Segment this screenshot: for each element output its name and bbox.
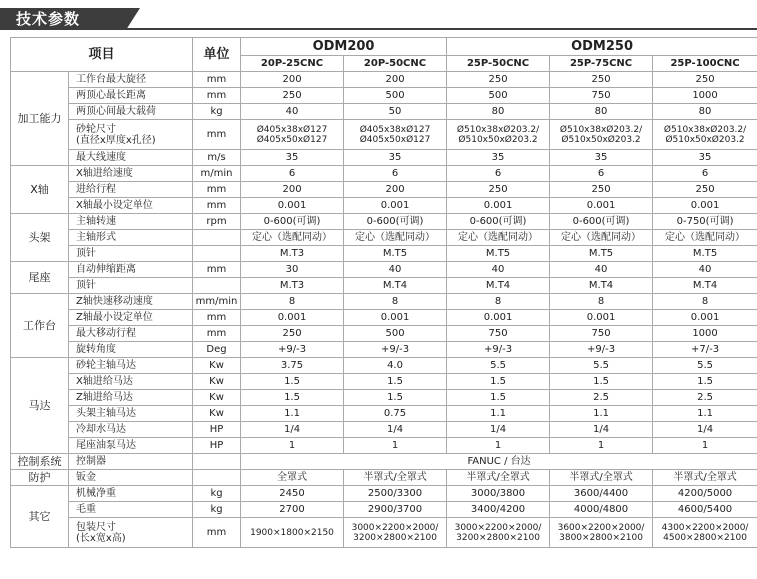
value-cell: 200 <box>241 182 344 198</box>
unit-cell: mm <box>193 88 241 104</box>
value-cell: 250 <box>241 88 344 104</box>
value-cell: 750 <box>447 326 550 342</box>
unit-cell: Kw <box>193 358 241 374</box>
value-cell: 0-600(可调) <box>344 214 447 230</box>
spec-row <box>11 390 757 406</box>
spec-row <box>11 470 757 486</box>
value-line: Ø510x38xØ203.2/ <box>663 124 747 135</box>
item-label <box>69 120 193 150</box>
item-label: 主轴转速 <box>69 214 193 230</box>
value-cell <box>550 120 653 150</box>
value-cell: 500 <box>447 88 550 104</box>
value-cell: +9/-3 <box>550 342 653 358</box>
value-cell <box>447 120 550 150</box>
spec-row <box>11 88 757 104</box>
category-label: 防护 <box>11 470 69 486</box>
value-cell: 2700 <box>241 502 344 518</box>
value-cell: 35 <box>447 150 550 166</box>
value-cell: 2900/3700 <box>344 502 447 518</box>
category-label: 尾座 <box>11 262 69 294</box>
value-cell: 200 <box>241 72 344 88</box>
value-cell: 0.001 <box>344 310 447 326</box>
value-cell: 0-750(可调) <box>653 214 757 230</box>
value-cell: 500 <box>344 88 447 104</box>
unit-cell: mm <box>193 518 241 548</box>
value-cell: 0.001 <box>447 198 550 214</box>
value-line: Ø510x50xØ203.2 <box>458 134 538 145</box>
unit-cell: kg <box>193 502 241 518</box>
value-line: Ø405x38xØ127 <box>359 124 431 135</box>
item-label-line: (直径x厚度x孔径) <box>76 134 156 146</box>
value-cell: 4000/4800 <box>550 502 653 518</box>
unit-cell: mm <box>193 310 241 326</box>
value-line: Ø405x50xØ127 <box>359 134 431 145</box>
value-line: 3200×2800×2100 <box>353 532 437 543</box>
item-label: 自动伸缩距离 <box>69 262 193 278</box>
header-model: 20P-25CNC <box>241 56 344 72</box>
spec-row <box>11 374 757 390</box>
value-cell: 0.001 <box>653 310 757 326</box>
value-cell: M.T4 <box>447 278 550 294</box>
header-item: 项目 <box>11 38 193 72</box>
unit-cell: Kw <box>193 406 241 422</box>
value-cell: 1 <box>241 438 344 454</box>
category-label: 其它 <box>11 486 69 548</box>
spec-row <box>11 278 757 294</box>
item-label: X轴最小设定单位 <box>69 198 193 214</box>
value-cell: 4200/5000 <box>653 486 757 502</box>
value-cell: 6 <box>550 166 653 182</box>
unit-cell <box>193 230 241 246</box>
unit-cell: m/min <box>193 166 241 182</box>
value-cell: 定心（选配同动） <box>344 230 447 246</box>
value-cell: 250 <box>550 182 653 198</box>
value-cell: 8 <box>344 294 447 310</box>
value-cell: 2450 <box>241 486 344 502</box>
value-cell: 5.5 <box>447 358 550 374</box>
value-cell: 0.001 <box>241 310 344 326</box>
spec-row <box>11 342 757 358</box>
value-line: Ø510x38xØ203.2/ <box>559 124 643 135</box>
value-cell <box>241 518 344 548</box>
value-cell: M.T4 <box>344 278 447 294</box>
value-cell: 定心（选配同动） <box>241 230 344 246</box>
item-label: 钣金 <box>69 470 193 486</box>
value-cell: 2.5 <box>653 390 757 406</box>
value-cell: M.T5 <box>344 246 447 262</box>
unit-cell: mm <box>193 198 241 214</box>
section-title: 技术参数 <box>16 10 81 28</box>
header-model: 20P-50CNC <box>344 56 447 72</box>
item-label: 机械净重 <box>69 486 193 502</box>
item-label: 头架主轴马达 <box>69 406 193 422</box>
value-cell: 1.5 <box>447 390 550 406</box>
header-group-odm200: ODM200 <box>241 38 447 56</box>
value-cell: 500 <box>344 326 447 342</box>
value-cell: 6 <box>344 166 447 182</box>
value-cell: 1.1 <box>653 406 757 422</box>
value-cell: 250 <box>653 182 757 198</box>
item-label: 顶针 <box>69 278 193 294</box>
value-line: 1900×1800×2150 <box>250 527 334 538</box>
value-cell: 40 <box>653 262 757 278</box>
spec-row <box>11 182 757 198</box>
value-line: 4300×2200×2000/ <box>661 522 749 533</box>
value-cell: 1/4 <box>241 422 344 438</box>
header-model: 25P-50CNC <box>447 56 550 72</box>
value-cell: 1/4 <box>550 422 653 438</box>
value-cell: 4.0 <box>344 358 447 374</box>
header-row-groups <box>11 38 757 56</box>
header-model: 25P-75CNC <box>550 56 653 72</box>
value-cell: M.T5 <box>653 246 757 262</box>
value-cell: 半罩式/全罩式 <box>344 470 447 486</box>
value-cell: 200 <box>344 72 447 88</box>
unit-cell <box>193 246 241 262</box>
value-cell: 8 <box>653 294 757 310</box>
spec-row <box>11 166 757 182</box>
spec-row <box>11 294 757 310</box>
value-cell: 6 <box>447 166 550 182</box>
spec-row <box>11 120 757 150</box>
value-cell: M.T4 <box>653 278 757 294</box>
item-label: 进给行程 <box>69 182 193 198</box>
value-cell: 1.1 <box>447 406 550 422</box>
value-cell: 35 <box>241 150 344 166</box>
category-label: 加工能力 <box>11 72 69 166</box>
value-cell: 1 <box>344 438 447 454</box>
value-cell: 1/4 <box>447 422 550 438</box>
unit-cell: rpm <box>193 214 241 230</box>
value-cell: 0.75 <box>344 406 447 422</box>
value-cell: 4600/5400 <box>653 502 757 518</box>
value-cell: +9/-3 <box>447 342 550 358</box>
spec-row <box>11 438 757 454</box>
value-cell: 2.5 <box>550 390 653 406</box>
item-label <box>69 518 193 548</box>
value-cell: 半罩式/全罩式 <box>550 470 653 486</box>
unit-cell: mm <box>193 326 241 342</box>
item-label: 旋转角度 <box>69 342 193 358</box>
value-cell: 80 <box>447 104 550 120</box>
value-cell: M.T3 <box>241 246 344 262</box>
value-cell: 0.001 <box>447 310 550 326</box>
value-cell: 定心（选配同动） <box>653 230 757 246</box>
value-cell: 1.1 <box>550 406 653 422</box>
item-label: 两顶心最长距离 <box>69 88 193 104</box>
value-cell <box>241 120 344 150</box>
value-cell: 250 <box>447 182 550 198</box>
value-line: Ø405x50xØ127 <box>256 134 328 145</box>
unit-cell: kg <box>193 486 241 502</box>
value-cell: 250 <box>447 72 550 88</box>
spec-row <box>11 150 757 166</box>
value-cell: +7/-3 <box>653 342 757 358</box>
value-cell: 1000 <box>653 326 757 342</box>
value-cell: 1.5 <box>241 374 344 390</box>
value-cell: 0-600(可调) <box>241 214 344 230</box>
value-cell: 40 <box>550 262 653 278</box>
value-cell: 8 <box>241 294 344 310</box>
value-cell: 8 <box>550 294 653 310</box>
value-cell: 定心（选配同动） <box>447 230 550 246</box>
value-cell: 750 <box>550 326 653 342</box>
value-line: Ø510x38xØ203.2/ <box>456 124 540 135</box>
item-label-line: 砂轮尺寸 <box>76 123 116 135</box>
value-cell: 1.5 <box>344 390 447 406</box>
item-label: Z轴最小设定单位 <box>69 310 193 326</box>
value-cell: 全罩式 <box>241 470 344 486</box>
unit-cell: mm/min <box>193 294 241 310</box>
value-line: Ø405x38xØ127 <box>256 124 328 135</box>
value-line: 3600×2200×2000/ <box>557 522 645 533</box>
value-cell <box>653 120 757 150</box>
value-cell: 5.5 <box>653 358 757 374</box>
unit-cell: Deg <box>193 342 241 358</box>
value-cell: 0.001 <box>550 310 653 326</box>
value-line: 3800×2800×2100 <box>559 532 643 543</box>
spec-row <box>11 230 757 246</box>
value-cell: 80 <box>653 104 757 120</box>
value-cell: 0.001 <box>241 198 344 214</box>
spec-row <box>11 262 757 278</box>
value-cell: 3.75 <box>241 358 344 374</box>
spec-row <box>11 406 757 422</box>
value-cell: 1.5 <box>241 390 344 406</box>
value-line: Ø510x50xØ203.2 <box>665 134 745 145</box>
category-label: 控制系统 <box>11 454 69 470</box>
item-label: 顶针 <box>69 246 193 262</box>
unit-cell: mm <box>193 262 241 278</box>
item-label: 冷却水马达 <box>69 422 193 438</box>
unit-cell: HP <box>193 422 241 438</box>
value-cell: 80 <box>550 104 653 120</box>
category-label: 头架 <box>11 214 69 262</box>
value-cell: 1 <box>653 438 757 454</box>
value-cell: 0.001 <box>550 198 653 214</box>
value-cell: 1.1 <box>241 406 344 422</box>
value-cell: 1.5 <box>344 374 447 390</box>
value-cell <box>344 518 447 548</box>
value-cell-span: FANUC / 台达 <box>241 454 757 470</box>
unit-cell: mm <box>193 182 241 198</box>
value-cell: 1.5 <box>550 374 653 390</box>
value-cell: 1/4 <box>344 422 447 438</box>
value-cell: 35 <box>344 150 447 166</box>
value-cell: 1 <box>447 438 550 454</box>
item-label: 两顶心间最大载荷 <box>69 104 193 120</box>
value-cell: 0-600(可调) <box>447 214 550 230</box>
spec-row <box>11 326 757 342</box>
value-cell: 40 <box>447 262 550 278</box>
category-label: 工作台 <box>11 294 69 358</box>
value-cell: 750 <box>550 88 653 104</box>
spec-row <box>11 502 757 518</box>
unit-cell: mm <box>193 72 241 88</box>
unit-cell: mm <box>193 120 241 150</box>
item-label: 尾座油泵马达 <box>69 438 193 454</box>
value-cell: 6 <box>653 166 757 182</box>
value-cell: 30 <box>241 262 344 278</box>
unit-cell: Kw <box>193 390 241 406</box>
spec-row <box>11 422 757 438</box>
spec-row <box>11 198 757 214</box>
item-label: 砂轮主轴马达 <box>69 358 193 374</box>
unit-cell: kg <box>193 104 241 120</box>
value-cell: 1 <box>550 438 653 454</box>
value-cell: M.T4 <box>550 278 653 294</box>
header-model: 25P-100CNC <box>653 56 757 72</box>
item-label: 控制器 <box>69 454 193 470</box>
spec-row <box>11 310 757 326</box>
header-unit: 单位 <box>193 38 241 72</box>
value-cell: 50 <box>344 104 447 120</box>
value-cell: 1.5 <box>653 374 757 390</box>
value-line: 3200×2800×2100 <box>456 532 540 543</box>
value-cell: 35 <box>550 150 653 166</box>
spec-row <box>11 104 757 120</box>
spec-row <box>11 358 757 374</box>
spec-table <box>10 37 757 548</box>
unit-cell: HP <box>193 438 241 454</box>
value-cell: 40 <box>241 104 344 120</box>
header-group-odm250: ODM250 <box>447 38 757 56</box>
value-cell: 0-600(可调) <box>550 214 653 230</box>
unit-cell: Kw <box>193 374 241 390</box>
value-line: Ø510x50xØ203.2 <box>561 134 641 145</box>
value-cell: 半罩式/全罩式 <box>653 470 757 486</box>
item-label: 毛重 <box>69 502 193 518</box>
item-label: 工作台最大旋径 <box>69 72 193 88</box>
value-cell <box>550 518 653 548</box>
item-label-line: (长x宽x高) <box>76 532 126 544</box>
item-label: Z轴快速移动速度 <box>69 294 193 310</box>
spec-row <box>11 486 757 502</box>
value-cell: 6 <box>241 166 344 182</box>
value-cell: 250 <box>241 326 344 342</box>
item-label: Z轴进给马达 <box>69 390 193 406</box>
section-header <box>0 0 757 38</box>
value-cell: 1/4 <box>653 422 757 438</box>
value-cell: 2500/3300 <box>344 486 447 502</box>
value-cell: 1000 <box>653 88 757 104</box>
unit-cell <box>193 470 241 486</box>
item-label: X轴进给速度 <box>69 166 193 182</box>
category-label: X轴 <box>11 166 69 214</box>
value-cell: 35 <box>653 150 757 166</box>
value-cell: M.T3 <box>241 278 344 294</box>
item-label-line: 包装尺寸 <box>76 521 116 533</box>
value-line: 3000×2200×2000/ <box>454 522 542 533</box>
value-cell: 3000/3800 <box>447 486 550 502</box>
item-label: 最大线速度 <box>69 150 193 166</box>
spec-row <box>11 246 757 262</box>
item-label: 最大移动行程 <box>69 326 193 342</box>
spec-row <box>11 214 757 230</box>
value-cell: 8 <box>447 294 550 310</box>
value-cell: 0.001 <box>653 198 757 214</box>
value-cell: 5.5 <box>550 358 653 374</box>
value-cell: 1.5 <box>447 374 550 390</box>
value-cell: 200 <box>344 182 447 198</box>
value-line: 3000×2200×2000/ <box>351 522 439 533</box>
value-cell: 3600/4400 <box>550 486 653 502</box>
value-cell <box>653 518 757 548</box>
value-cell: 定心（选配同动） <box>550 230 653 246</box>
spec-row <box>11 454 757 470</box>
value-cell <box>447 518 550 548</box>
value-cell: M.T5 <box>550 246 653 262</box>
value-cell <box>344 120 447 150</box>
value-cell: 0.001 <box>344 198 447 214</box>
value-cell: M.T5 <box>447 246 550 262</box>
category-label: 马达 <box>11 358 69 454</box>
value-cell: 250 <box>550 72 653 88</box>
value-cell: +9/-3 <box>241 342 344 358</box>
unit-cell <box>193 454 241 470</box>
unit-cell: m/s <box>193 150 241 166</box>
spec-row <box>11 72 757 88</box>
item-label: 主轴形式 <box>69 230 193 246</box>
header-rule <box>120 28 757 30</box>
value-cell: 250 <box>653 72 757 88</box>
unit-cell <box>193 278 241 294</box>
value-line: 4500×2800×2100 <box>663 532 747 543</box>
value-cell: 3400/4200 <box>447 502 550 518</box>
spec-row <box>11 518 757 548</box>
value-cell: 40 <box>344 262 447 278</box>
item-label: X轴进给马达 <box>69 374 193 390</box>
value-cell: +9/-3 <box>344 342 447 358</box>
value-cell: 半罩式/全罩式 <box>447 470 550 486</box>
